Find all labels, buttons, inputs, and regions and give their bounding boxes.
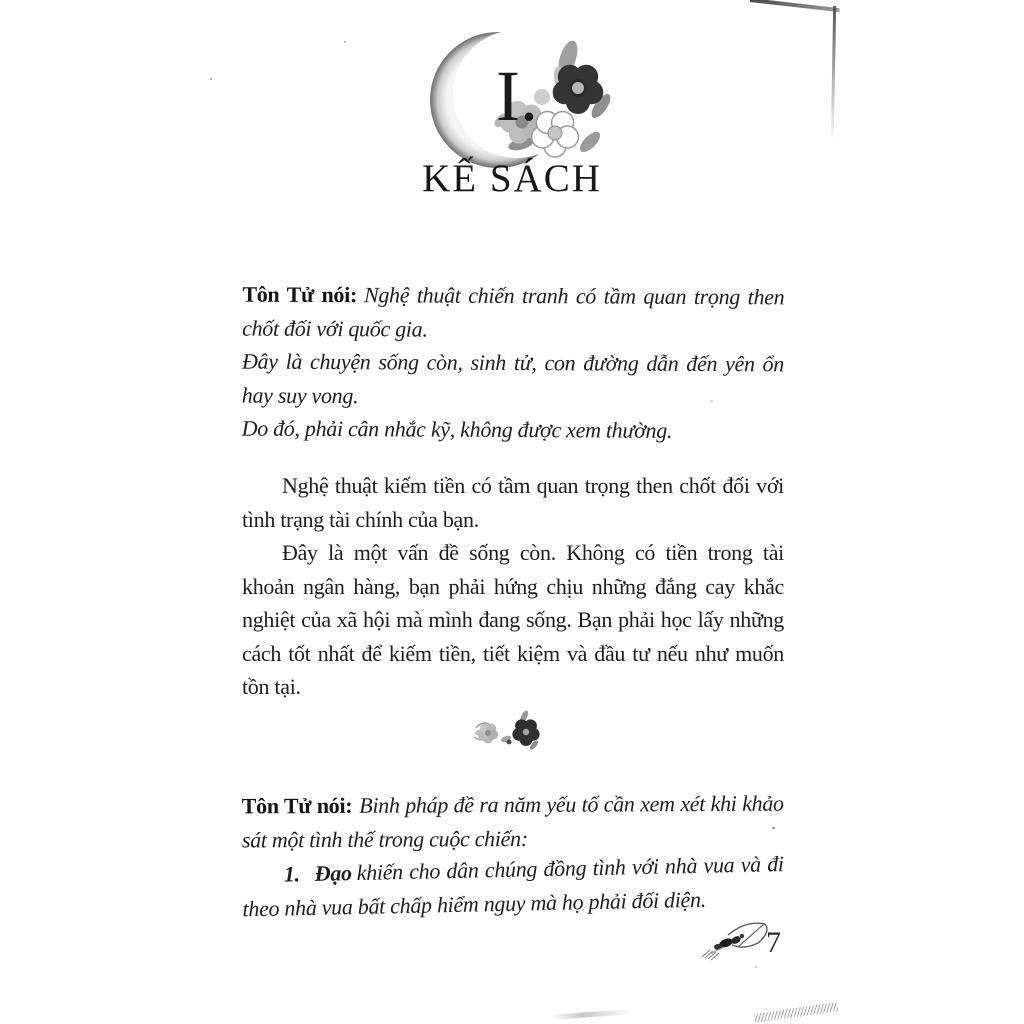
quote2-text: Binh pháp đề ra năm yếu tố cần xem xét khi khảo sát một tình thế trong cuộc chiến:: [241, 790, 784, 853]
quote-lead: Tôn Tử nói:: [242, 281, 358, 308]
divider-light-flower-icon: [478, 724, 498, 744]
quote1-line1: [242, 278, 784, 348]
quote1-sentence3: Do đó, phải cân nhắc kỹ, không được xem thường.: [241, 415, 673, 443]
scan-edge-line-vertical: [831, 6, 836, 141]
scan-edge-line: [750, 0, 840, 12]
commentary-para1: Nghệ thuật kiếm tiền có tầm quan trọng then chốt đối với tình trạng tài chính của bạn.: [242, 473, 784, 532]
list-item-term: Đạo: [314, 860, 352, 886]
commentary-para2: Đây là một vấn đề sống còn. Không có tiền trong tài khoản ngân hàng, bạn phải hứng chịu những đắng cay khắc nghiệt của xã hội mà mình đang sống. Bạn phải học lấy những cách tốt nhất để kiếm tiền, tiết kiệm và đầu tư nếu như muốn tồn tại.: [242, 540, 784, 699]
list-item-dao: [241, 847, 784, 926]
scan-shadow: [552, 1009, 630, 1019]
page-number: 7: [766, 926, 781, 959]
page-footer-ornament: [678, 916, 793, 966]
quote-lead: Tôn Tử nói:: [241, 792, 353, 819]
list-item-text: khiến cho dân chúng đồng tình với nhà vua và đi theo nhà vua bất chấp hiểm nguy mà họ phải đối diện.: [242, 851, 784, 922]
list-item-marker: 1.: [283, 861, 300, 887]
chapter-number: I.: [496, 56, 538, 136]
scan-speck: [755, 966, 757, 968]
quote1-sentence2: Đây là chuyện sống còn, sinh tử, con đường dẫn đến yên ổn hay suy vong.: [241, 348, 785, 408]
commentary-block: [242, 469, 784, 704]
quote1-sentence1: Nghệ thuật chiến tranh có tầm quan trọng then chốt đối với quốc gia.: [242, 282, 785, 342]
scan-speck: [344, 41, 346, 43]
scan-shadow-hatch: [754, 1002, 838, 1023]
quote2-line: [242, 787, 784, 858]
quote-block-2: [242, 787, 785, 927]
flower-sprig-icon: [468, 706, 563, 764]
insect-sketch-icon: [702, 923, 767, 960]
quote-block-1: [242, 278, 785, 448]
chapter-title: KẾ SÁCH: [422, 157, 602, 200]
scan-speck: [210, 78, 212, 80]
